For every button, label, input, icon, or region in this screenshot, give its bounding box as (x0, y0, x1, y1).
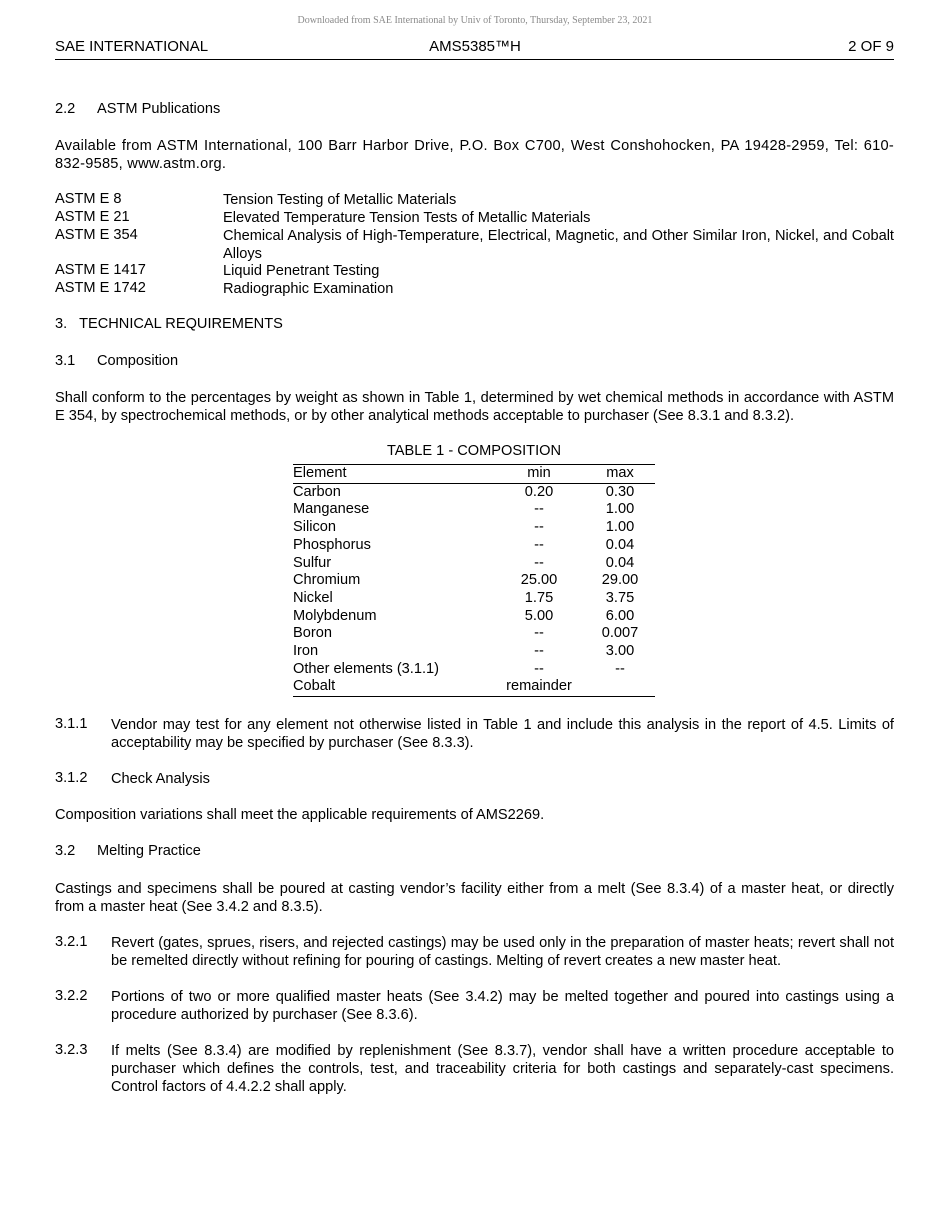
section-3-2-2-text: Portions of two or more qualified master heats (See 3.4.2) may be melted together and poured into castings using a procedure authorized by purchaser (See 8.3.6). (111, 989, 894, 1023)
header-publisher: SAE INTERNATIONAL (55, 38, 209, 55)
element-cell: Other elements (3.1.1) (293, 660, 440, 677)
section-2-2-title: ASTM Publications (97, 101, 221, 117)
ref-title: Tension Testing of Metallic Materials (223, 192, 457, 208)
ref-title: Elevated Temperature Tension Tests of Metallic Materials (223, 210, 591, 226)
ref-title: Radiographic Examination (223, 281, 394, 297)
max-cell: 3.00 (605, 643, 635, 660)
ref-code: ASTM E 1742 (55, 280, 146, 296)
min-cell: -- (534, 536, 544, 553)
column-header-element: Element (293, 465, 493, 484)
max-cell: 0.007 (601, 625, 639, 642)
section-3-1-2-number: 3.1.2 (55, 770, 88, 786)
section-3-1-title: Composition (97, 353, 179, 369)
min-cell: -- (534, 643, 544, 660)
min-cell: 1.75 (524, 589, 554, 606)
element-cell: Manganese (293, 501, 370, 518)
min-cell: -- (534, 660, 544, 677)
element-cell: Iron (293, 643, 319, 660)
element-cell: Cobalt (293, 678, 493, 696)
section-2-2-number: 2.2 (55, 101, 76, 117)
header-rule (55, 59, 894, 60)
element-cell: Boron (293, 625, 332, 642)
column-header-min: min (493, 465, 585, 484)
max-cell: 0.30 (605, 483, 635, 500)
table-row (293, 572, 655, 590)
section-3-1-number: 3.1 (55, 353, 76, 369)
min-cell: -- (534, 625, 544, 642)
table-row (293, 483, 655, 501)
composition-table (293, 464, 655, 697)
max-cell: 29.00 (601, 572, 639, 589)
section-3-2-title: Melting Practice (97, 843, 201, 859)
min-cell: -- (534, 519, 544, 536)
table-caption: TABLE 1 - COMPOSITION (386, 443, 562, 459)
element-cell: Molybdenum (293, 607, 377, 624)
table-row (293, 555, 655, 573)
section-3-1-1-number: 3.1.1 (55, 716, 88, 732)
ref-code: ASTM E 8 (55, 191, 122, 207)
element-cell: Phosphorus (293, 536, 371, 553)
section-3-1-2-title: Check Analysis (111, 771, 210, 787)
ref-title: Liquid Penetrant Testing (223, 263, 380, 279)
element-cell: Carbon (293, 483, 341, 500)
element-cell: Sulfur (293, 554, 332, 571)
min-cell: -- (534, 554, 544, 571)
table-row (293, 590, 655, 608)
element-cell: Silicon (293, 519, 336, 536)
section-3-2-3-text: If melts (See 8.3.4) are modified by replenishment (See 8.3.7), vendor shall have a written procedure acceptable to purchaser which defines the controls, test, and traceability criteria for both castings and separately-cast specimens. Control factors of 4.4.2.2 shall apply. (111, 1043, 894, 1095)
element-cell: Chromium (293, 572, 361, 589)
max-cell: 1.00 (605, 501, 635, 518)
check-analysis-paragraph: Composition variations shall meet the applicable requirements of AMS2269. (55, 807, 545, 823)
max-cell: -- (615, 660, 625, 677)
header-document-number: AMS5385™H (429, 38, 521, 55)
table-row (293, 519, 655, 537)
download-watermark: Downloaded from SAE International by Univ of Toronto, Thursday, September 23, 2021 (297, 15, 653, 26)
table-row (293, 501, 655, 519)
max-cell: 6.00 (605, 607, 635, 624)
ref-code: ASTM E 21 (55, 209, 130, 225)
composition-paragraph: Shall conform to the percentages by weight as shown in Table 1, determined by wet chemical methods in accordance with ASTM E 354, by spectrochemical methods, or by other analytical methods acceptable to purchaser (See 8.3.1 and 8.3.2). (55, 390, 894, 424)
melting-practice-paragraph: Castings and specimens shall be poured at casting vendor’s facility either from a melt (See 8.3.4) of a master heat, or directly from a master heat (See 3.4.2 and 8.3.5). (55, 881, 894, 915)
table-row (293, 678, 655, 696)
section-3-heading: 3. TECHNICAL REQUIREMENTS (55, 316, 283, 332)
table-row (293, 608, 655, 626)
min-cell: 5.00 (524, 607, 554, 624)
astm-intro-paragraph: Available from ASTM International, 100 Barr Harbor Drive, P.O. Box C700, West Conshohocken, PA 19428-2959, Tel: 610-832-9585, www.astm.org. (55, 138, 894, 172)
max-cell: 3.75 (605, 589, 635, 606)
column-header-max: max (585, 465, 655, 484)
element-cell: Nickel (293, 589, 333, 606)
max-cell (585, 678, 655, 696)
table-row (293, 625, 655, 643)
section-3-2-number: 3.2 (55, 843, 76, 859)
section-3-2-1-number: 3.2.1 (55, 934, 88, 950)
ref-title: Chemical Analysis of High-Temperature, Electrical, Magnetic, and Other Similar Iron, Nickel, and Cobalt Alloys (223, 228, 894, 262)
max-cell: 0.04 (605, 554, 635, 571)
section-3-2-2-number: 3.2.2 (55, 988, 88, 1004)
section-3-2-3-number: 3.2.3 (55, 1042, 88, 1058)
min-cell: remainder (493, 678, 585, 696)
table-row (293, 643, 655, 661)
max-cell: 1.00 (605, 519, 635, 536)
ref-code: ASTM E 354 (55, 227, 138, 243)
min-cell: 0.20 (524, 483, 554, 500)
ref-code: ASTM E 1417 (55, 262, 146, 278)
min-cell: 25.00 (520, 572, 558, 589)
max-cell: 0.04 (605, 536, 635, 553)
table-header-row (293, 465, 655, 484)
table-row (293, 537, 655, 555)
header-page-number: 2 OF 9 (848, 38, 894, 55)
table-row (293, 661, 655, 679)
section-3-2-1-text: Revert (gates, sprues, risers, and rejected castings) may be used only in the preparation of master heats; revert shall not be remelted directly without refining for pouring of castings. Melting of revert creates a new master heat. (111, 935, 894, 969)
min-cell: -- (534, 501, 544, 518)
section-3-1-1-text: Vendor may test for any element not otherwise listed in Table 1 and include this analysis in the report of 4.5. Limits of acceptability may be specified by purchaser (See 8.3.3). (111, 717, 894, 751)
